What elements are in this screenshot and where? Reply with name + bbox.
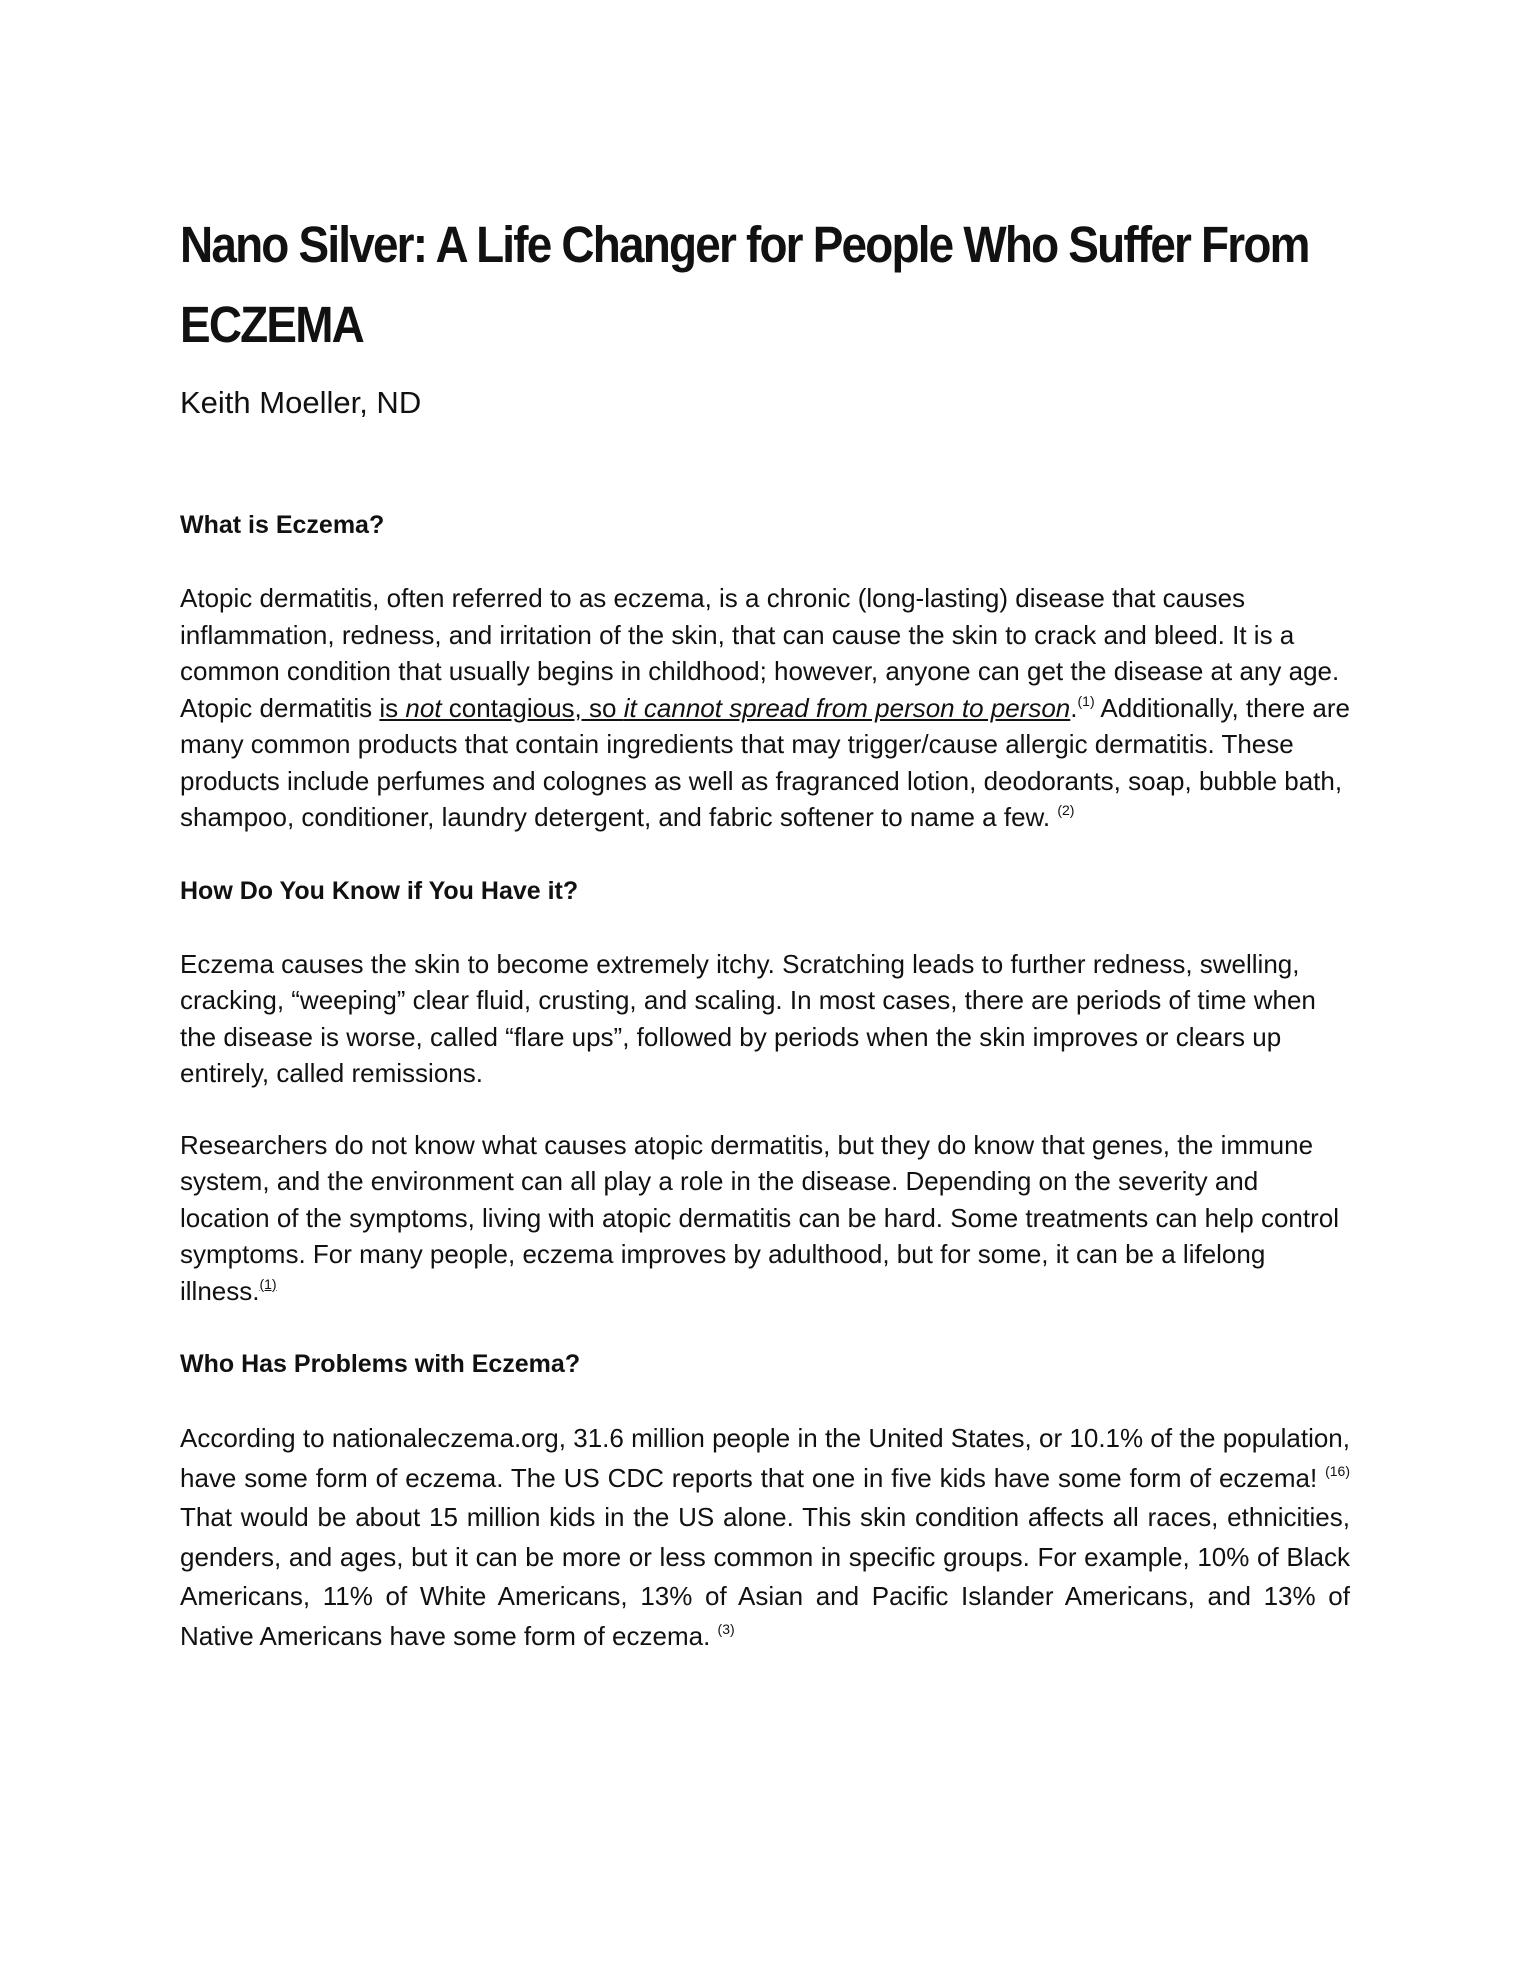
section-heading-what-is-eczema: What is Eczema?	[180, 511, 385, 539]
footnote-reference: (3)	[717, 1620, 735, 1637]
text-run: According to nationaleczema.org, 31.6 million people in the United States, or 10.1% of the population, have some form of eczema. The US CDC reports that one in five kids have some form of eczema!	[180, 1423, 1350, 1493]
document-title: Nano Silver: A Life Changer for People Who Suffer From ECZEMA	[180, 216, 1309, 353]
paragraph-prevalence	[180, 1419, 1350, 1657]
text-run: That would be about 15 million kids in the US alone. This skin condition affects all races, ethnicities, genders, and ages, but it can be more or less common in specific groups. For example, 10% of Black Americans, 11% of White Americans, 13% of Asian and Pacific Islander Americans, and 13% of Native Americans have some form of eczema.	[180, 1502, 1350, 1651]
paragraph-what-is-eczema	[180, 580, 1350, 836]
section-heading-who-has-problems: Who Has Problems with Eczema?	[180, 1350, 581, 1378]
paragraph-causes	[180, 1127, 1350, 1310]
document-content	[180, 205, 1350, 1657]
italic-text: it cannot spread from person to person	[623, 692, 1071, 723]
text-run: Atopic dermatitis, often referred to as eczema, is a chronic (long-lasting) disease that causes inflammation, redness, and irritation of the skin, that can cause the skin to crack and bleed. It is a common condition that usually begins in childhood; however, anyone can get the disease at any age. Atopic dermatitis	[180, 583, 1340, 723]
text-run: Additionally, there are many common products that contain ingredients that may trigger/cause allergic dermatitis. These products include perfumes and colognes as well as fragranced lotion, deodorants, soap, bubble bath, shampoo, conditioner, laundry detergent, and fabric softener to name a few.	[180, 692, 1350, 832]
italic-text: not	[405, 692, 442, 723]
underlined-text	[379, 693, 1070, 723]
footnote-reference-link[interactable]: (1)	[259, 1275, 277, 1292]
text-run: .	[1070, 692, 1078, 723]
paragraph-symptoms: Eczema causes the skin to become extremely itchy. Scratching leads to further redness, swelling, cracking, “weeping” clear fluid, crusting, and scaling. In most cases, there are periods of time when the disease is worse, called “flare ups”, followed by periods when the skin improves or clears up entirely, called remissions.	[180, 948, 1316, 1088]
author-byline: Keith Moeller, ND	[180, 385, 422, 420]
text-run: is	[379, 692, 406, 723]
section-heading-how-do-you-know: How Do You Know if You Have it?	[180, 876, 579, 905]
footnote-reference: (16)	[1325, 1462, 1350, 1479]
footnote-reference: (1)	[1077, 692, 1095, 709]
text-run: contagious, so	[441, 692, 624, 723]
text-run: Researchers do not know what causes atopic dermatitis, but they do know that genes, the immune system, and the environment can all play a role in the disease. Depending on the severity and location of the symptoms, living with atopic dermatitis can be hard. Some treatments can help control symptoms. For many people, eczema improves by adulthood, but for some, it can be a lifelong illness.	[180, 1129, 1340, 1306]
footnote-reference: (2)	[1057, 802, 1075, 818]
